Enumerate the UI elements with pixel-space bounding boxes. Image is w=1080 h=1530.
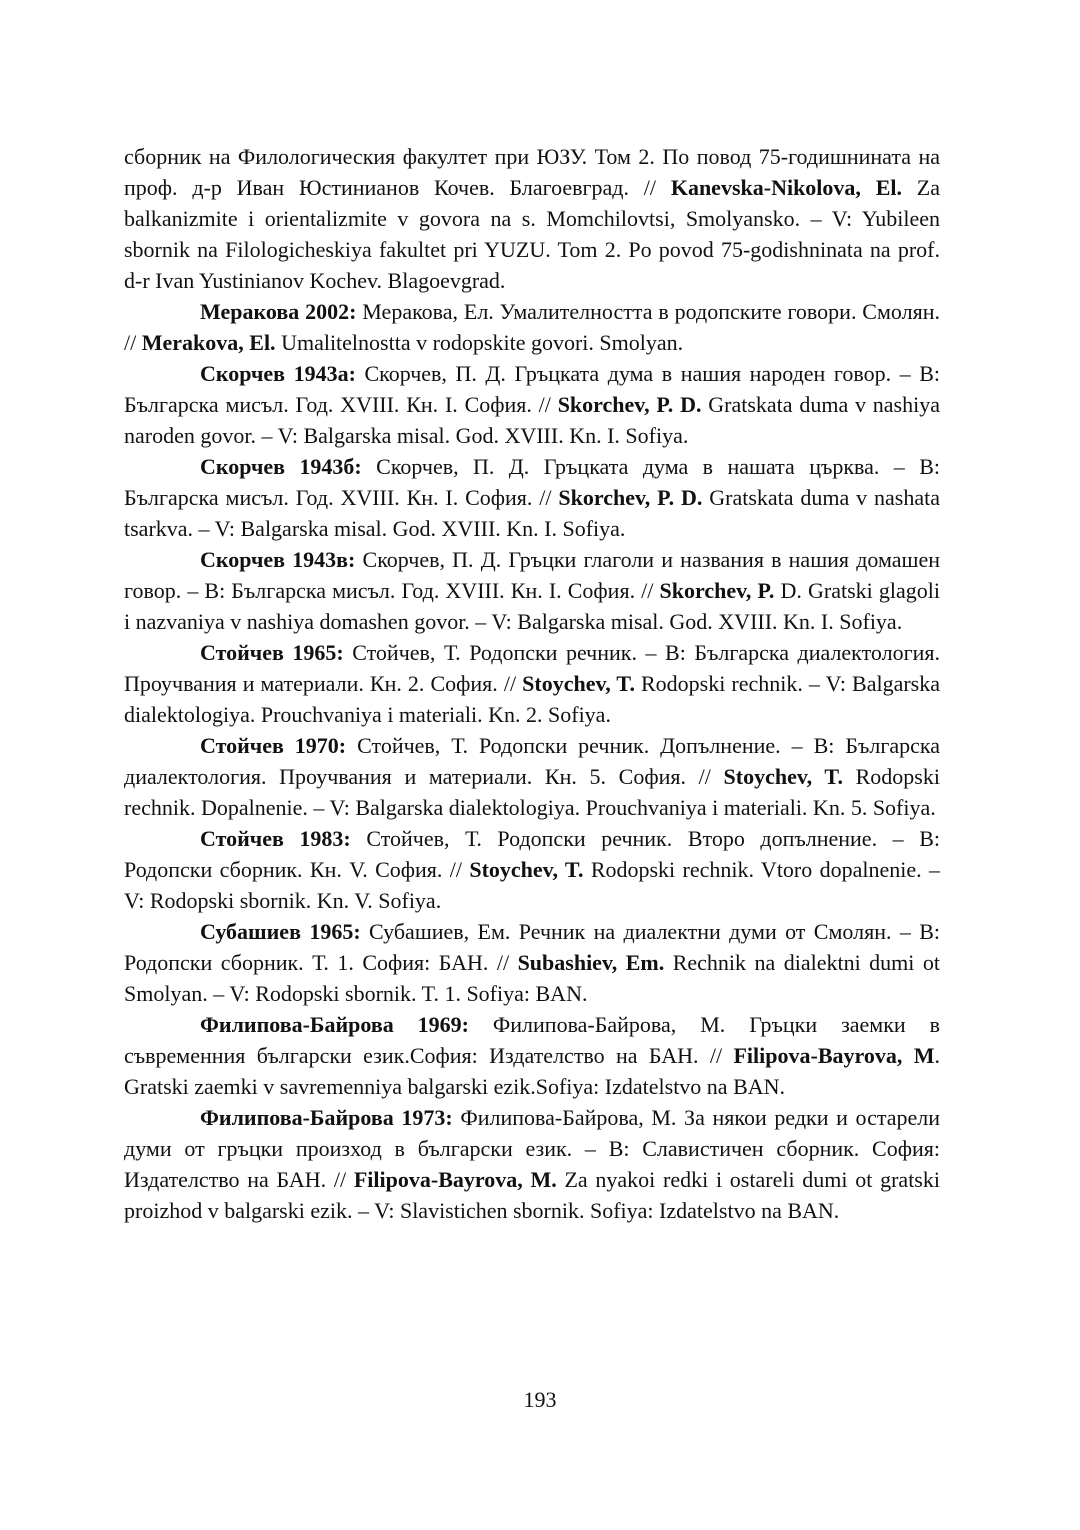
entry-head: Меракова 2002: bbox=[200, 299, 357, 324]
entry-text: Стойчев, Т. Родопски речник. Допълнение. – В: Българска диалектология. Проучвания и материали. Кн. 5. София. // bbox=[124, 733, 940, 789]
bibliography-entry bbox=[124, 296, 940, 358]
entry-head: Стойчев 1965: bbox=[200, 640, 344, 665]
entry-text: Rodopski rechnik. Vtoro dopalnenie. – V: Rodopski sbornik. Kn. V. Sofiya. bbox=[124, 857, 940, 913]
bibliography-entry bbox=[124, 1102, 940, 1226]
entry-text: Скорчев, П. Д. Гръцки глаголи и названия в нашия домашен говор. – В: Българска мисъл. Год. XVIII. Кн. I. София. // bbox=[124, 547, 940, 603]
bibliography-entry bbox=[124, 1009, 940, 1102]
bibliography-entry bbox=[124, 544, 940, 637]
bibliography-entry bbox=[124, 451, 940, 544]
bibliography-page bbox=[124, 141, 940, 1226]
entry-head: Скорчев 1943а: bbox=[200, 361, 356, 386]
entry-head: Скорчев 1943б: bbox=[200, 454, 362, 479]
entry-text: Стойчев, Т. Родопски речник. – В: Българска диалектология. Проучвания и материали. Кн. 2. София. // bbox=[124, 640, 941, 696]
entry-text: Gratskata duma v nashiya naroden govor. – V: Balgarska misal. God. XVIII. Kn. I. Sofiya. bbox=[124, 392, 940, 448]
entry-head: Субашиев 1965: bbox=[200, 919, 361, 944]
entry-latin-author: Kanevska-Nikolova, El. bbox=[670, 175, 902, 200]
entry-text: D. Gratski glagoli i nazvaniya v nashiya domashen govor. – V: Balgarska misal. God. XVIII. Kn. I. Sofiya. bbox=[124, 578, 940, 634]
bibliography-entry bbox=[124, 358, 940, 451]
entry-text: Za balkanizmite i orientalizmite v govora na s. Momchilovtsi, Smolyansko. – V: Yubileen sbornik na Filologicheskiya fakultet pri YUZU. Tom 2. Po povod 75-godishninata na prof. d-r Ivan Yustinianov Kochev. Blagoevgrad. bbox=[124, 175, 941, 293]
bibliography-entry bbox=[124, 916, 940, 1009]
entry-text: Стойчев, Т. Родопски речник. Второ допълнение. – В: Родопски сборник. Кн. V. София. // bbox=[124, 826, 941, 882]
entry-head: Филипова-Байрова 1973: bbox=[200, 1105, 453, 1130]
entry-text: Rechnik na dialektni dumi ot Smolyan. – V: Rodopski sbornik. T. 1. Sofiya: BAN. bbox=[124, 950, 940, 1006]
entry-latin-author: Skorchev, P. bbox=[659, 578, 775, 603]
entry-latin-author: Filipova-Bayrova, M bbox=[733, 1043, 935, 1068]
entry-head: Скорчев 1943в: bbox=[200, 547, 356, 572]
entry-latin-author: Skorchev, P. D. bbox=[557, 392, 702, 417]
entry-text: Скорчев, П. Д. Гръцката дума в нашия народен говор. – В: Българска мисъл. Год. XVIII. Кн. I. София. // bbox=[124, 361, 941, 417]
entry-latin-author: Subashiev, Em. bbox=[517, 950, 665, 975]
bibliography-entry-continuation bbox=[124, 141, 940, 296]
entry-latin-author: Stoychev, T. bbox=[469, 857, 584, 882]
bibliography-entry bbox=[124, 730, 940, 823]
entry-text: Филипова-Байрова, М. Гръцки заемки в съвременния български език.София: Издателство на БАН. // bbox=[124, 1012, 940, 1068]
entry-text: . Gratski zaemki v savremenniya balgarski ezik.Sofiya: Izdatelstvo na BAN. bbox=[124, 1043, 940, 1099]
entry-latin-author: Stoychev, T. bbox=[723, 764, 843, 789]
page-number: 193 bbox=[523, 1387, 557, 1412]
entry-head: Стойчев 1970: bbox=[200, 733, 347, 758]
entry-latin-author: Skorchev, P. D. bbox=[558, 485, 703, 510]
entry-text: Rodopski rechnik. – V: Balgarska dialektologiya. Prouchvaniya i materiali. Kn. 2. Sofiya. bbox=[124, 671, 940, 727]
entry-text: Za nyakoi redki i ostareli dumi ot gratski proizhod v balgarski ezik. – V: Slavistichen sbornik. Sofiya: Izdatelstvo na BAN. bbox=[124, 1167, 940, 1223]
entry-head: Филипова-Байрова 1969: bbox=[200, 1012, 469, 1037]
entry-text: Umalitelnostta v rodopskite govori. Smolyan. bbox=[275, 330, 684, 355]
entry-text: Субашиев, Ем. Речник на диалектни думи от Смолян. – В: Родопски сборник. Т. 1. София: БАН. // bbox=[124, 919, 940, 975]
entry-head: Стойчев 1983: bbox=[200, 826, 351, 851]
entry-text: Меракова, Ел. Умалителността в родопските говори. Смолян. // bbox=[124, 299, 940, 355]
entry-text: Филипова-Байрова, М. За някои редки и остарели думи от гръцки произход в български език. – В: Славистичен сборник. София: Издателство на БАН. // bbox=[124, 1105, 940, 1192]
entry-latin-author: Merakova, El. bbox=[141, 330, 276, 355]
entry-latin-author: Filipova-Bayrova, M. bbox=[353, 1167, 557, 1192]
entry-text: Gratskata duma v nashata tsarkva. – V: Balgarska misal. God. XVIII. Kn. I. Sofiya. bbox=[124, 485, 940, 541]
entry-latin-author: Stoychev, T. bbox=[522, 671, 635, 696]
bibliography-entry bbox=[124, 823, 940, 916]
entry-text: Rodopski rechnik. Dopalnenie. – V: Balgarska dialektologiya. Prouchvaniya i materiali. Kn. 5. Sofiya. bbox=[124, 764, 940, 820]
entry-text: сборник на Филологическия факултет при ЮЗУ. Том 2. По повод 75-годишнината на проф. д-р Иван Юстинианов Кочев. Благоевград. // bbox=[124, 144, 940, 200]
bibliography-entry bbox=[124, 637, 940, 730]
entry-text: Скорчев, П. Д. Гръцката дума в нашата църква. – В: Българска мисъл. Год. XVIII. Кн. I. София. // bbox=[124, 454, 941, 510]
